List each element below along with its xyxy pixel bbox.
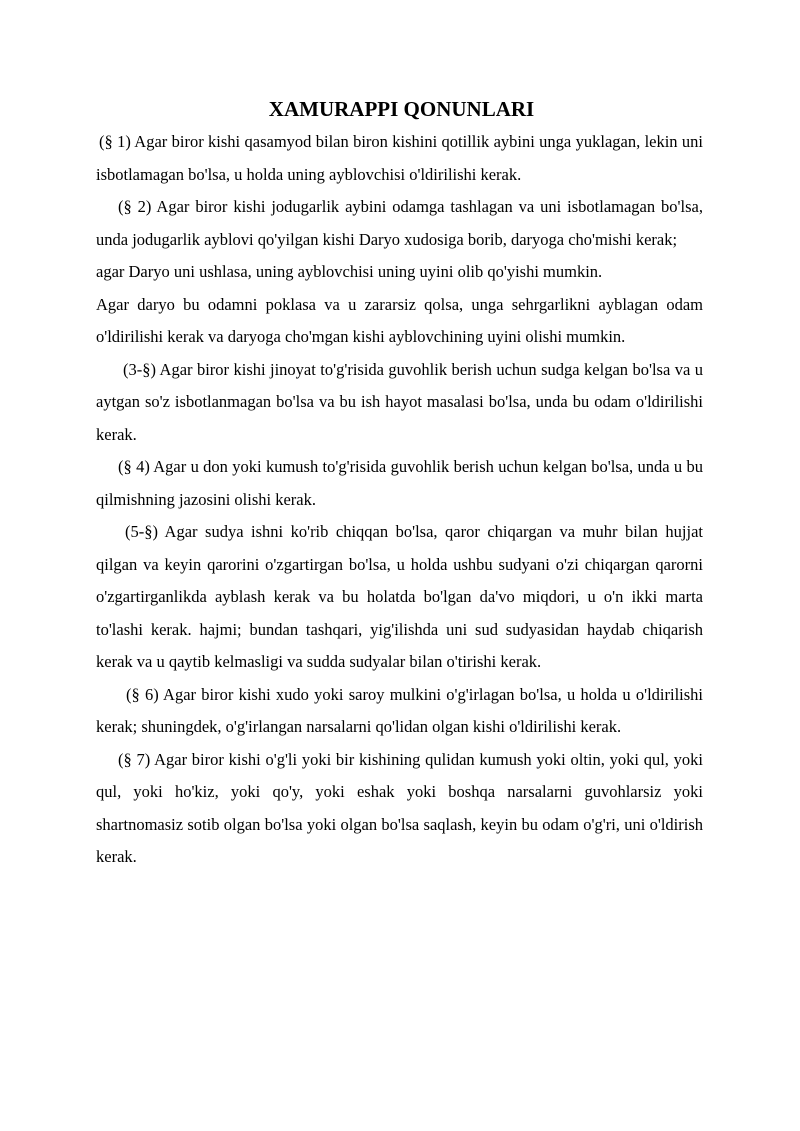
paragraph-section-2-river-clears: Agar daryo bu odamni poklasa va u zararsiz qolsa, unga sehrgarlikni ayblagan odam o'ldirilishi kerak va daryoga cho'mgan kishi ayblovchining uyini olishi mumkin.	[96, 294, 703, 346]
paragraph-section-6: (§ 6) Agar biror kishi xudo yoki saroy mulkini o'g'irlagan bo'lsa, u holda u o'ldirilishi kerak; shuningdek, o'g'irlangan narsalarni qo'lidan olgan kishi o'ldirilishi kerak.	[96, 684, 703, 736]
paragraph-section-7: (§ 7) Agar biror kishi o'g'li yoki bir kishining qulidan kumush yoki oltin, yoki qul, yoki qul, yoki ho'kiz, yoki qo'y, yoki eshak yoki boshqa narsalarni guvohlarsiz yoki shartnomasiz sotib olgan bo'lsa yoki olgan bo'lsa saqlash, keyin bu odam o'g'ri, uni o'ldirish kerak.	[96, 749, 703, 866]
paragraph-section-5: (5-§) Agar sudya ishni ko'rib chiqqan bo'lsa, qaror chiqargan va muhr bilan hujjat qilgan va keyin qarorini o'zgartirgan bo'lsa, u holda ushbu sudyani o'zi chiqargan qarorni o'zgartirganlikda ayblash kerak va bu holatda bo'lgan da'vo miqdori, u o'n ikki marta to'lashi kerak. hajmi; bundan tashqari, yig'ilishda uni sud sudyasidan haydab chiqarish kerak va u qaytib kelmasligi va sudda sudyalar bilan o'tirishi kerak.	[96, 522, 703, 671]
document-title: XAMURAPPI QONUNLARI	[268, 97, 535, 121]
paragraph-section-4: (§ 4) Agar u don yoki kumush to'g'risida guvohlik berish uchun kelgan bo'lsa, unda u bu qilmishning jazosini olishi kerak.	[96, 457, 703, 509]
paragraph-section-1: (§ 1) Agar biror kishi qasamyod bilan biron kishini qotillik aybini unga yuklagan, lekin uni isbotlamagan bo'lsa, u holda uning ayblovchisi o'ldirilishi kerak.	[96, 132, 703, 184]
paragraph-section-2-river-seizes: agar Daryo uni ushlasa, uning ayblovchisi uning uyini olib qo'yishi mumkin.	[96, 262, 603, 281]
document-page	[96, 96, 703, 874]
paragraph-section-3: (3-§) Agar biror kishi jinoyat to'g'risida guvohlik berish uchun sudga kelgan bo'lsa va u aytgan so'z isbotlanmagan bo'lsa va bu ish hayot masalasi bo'lsa, unda bu odam o'ldirilishi kerak.	[96, 359, 703, 444]
paragraph-section-2: (§ 2) Agar biror kishi jodugarlik aybini odamga tashlagan va uni isbotlamagan bo'lsa, unda jodugarlik ayblovi qo'yilgan kishi Daryo xudosiga borib, daryoga cho'mishi kerak;	[96, 197, 703, 249]
